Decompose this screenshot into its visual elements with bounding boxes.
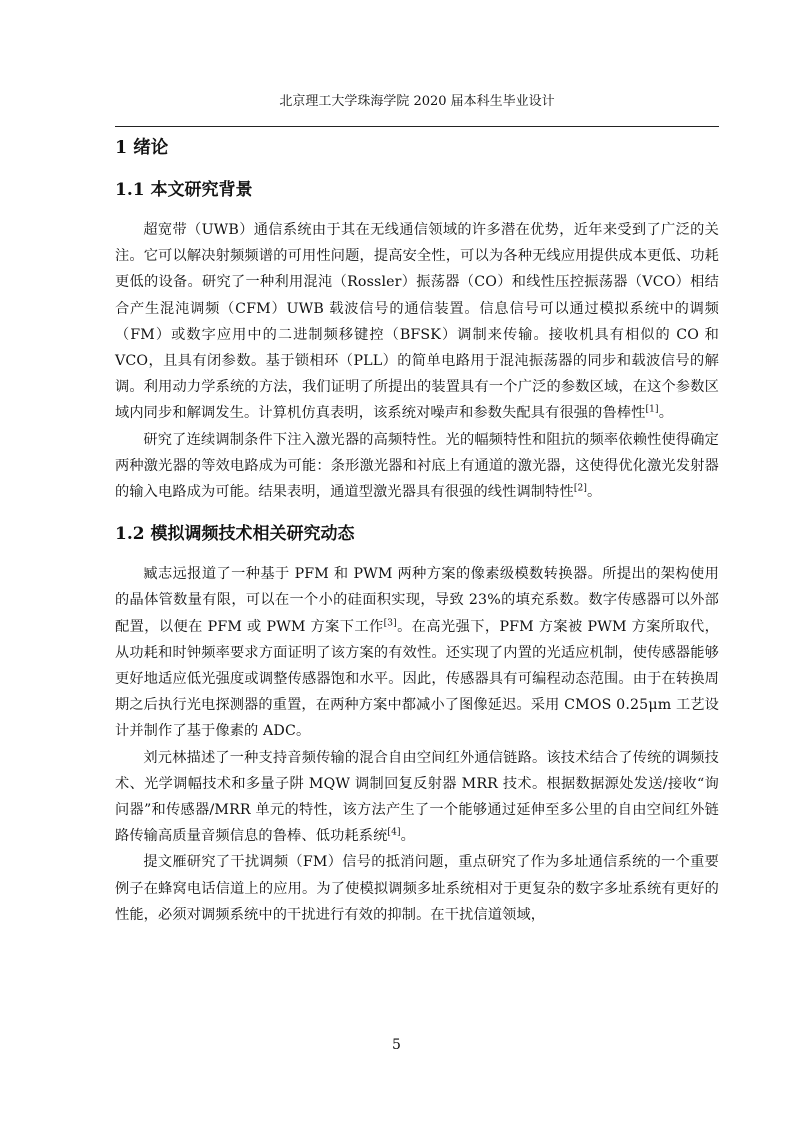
section-title-1-1: 1.1 本文研究背景 <box>115 180 253 200</box>
paragraph: 提文雁研究了干扰调频（FM）信号的抵消问题，重点研究了作为多址通信系统的一个重要例子在蜂窝电话信道上的应用。为了使模拟调频多址系统相对于更复杂的数字多址系统有更好的性能，必须对调频系统中的干扰进行有效的抑制。在干扰信道领域， <box>115 854 719 923</box>
paragraph: 刘元林描述了一种支持音频传输的混合自由空间红外通信链路。该技术结合了传统的调频技术、光学调幅技术和多量子阱 MQW 调制回复反射器 MRR 技术。根据数据源处发送/接收“询问器”和传感器/MRR 单元的特性，该方法产生了一个能够通过延伸至多公里的自由空间红外链路传输高质量音频信息的鲁棒、低功耗系统[4]。 <box>115 749 719 845</box>
paragraph: 臧志远报道了一种基于 PFM 和 PWM 两种方案的像素级模数转换器。所提出的架构使用的晶体管数量有限，可以在一个小的硅面积实现，导致 23%的填充系数。数字传感器可以外部配置，以便在 PFM 或 PWM 方案下工作[3]。在高光强下，PFM 方案被 PWM 方案所取代，从功耗和时钟频率要求方面证明了该方案的有效性。还实现了内置的光适应机制，使传感器能够更好地适应低光强度或调整传感器饱和水平。因此，传感器具有可编程动态范围。由于在转换周期之后执行光电探测器的重置，在两种方案中都减小了图像延迟。采用 CMOS 0.25μm 工艺设计并制作了基于像素的 ADC。 <box>115 566 719 740</box>
section-title-1-2: 1.2 模拟调频技术相关研究动态 <box>115 524 355 545</box>
page-header: 北京理工大学珠海学院 2020 届本科生毕业设计 <box>279 94 555 109</box>
paragraph: 超宽带（UWB）通信系统由于其在无线通信领域的许多潜在优势，近年来受到了广泛的关注。它可以解决射频频谱的可用性问题，提高安全性，可以为各种无线应用提供成本更低、功耗更低的设备。研究了一种利用混沌（Rossler）振荡器（CO）和线性压控振荡器（VCO）相结合产生混沌调频（CFM）UWB 载波信号的通信装置。信息信号可以通过模拟系统中的调频（FM）或数字应用中的二进制频移键控（BFSK）调制来传输。接收机具有相似的 CO 和 VCO，且具有闭参数。基于锁相环（PLL）的简单电路用于混沌振荡器的同步和载波信号的解调。利用动力学系统的方法，我们证明了所提出的装置具有一个广泛的参数区域，在这个参数区域内同步和解调发生。计算机仿真表明，该系统对噪声和参数失配具有很强的鲁棒性[1]。 <box>115 222 719 422</box>
paragraph: 研究了连续调制条件下注入激光器的高频特性。光的幅频特性和阻抗的频率依赖性使得确定两种激光器的等效电路成为可能：条形激光器和衬底上有通道的激光器，这使得优化激光发射器的输入电路成为可能。结果表明，通道型激光器具有很强的线性调制特性[2]。 <box>115 431 719 501</box>
chapter-title: 1 绪论 <box>115 138 169 158</box>
citation-marker[interactable]: [1] <box>645 404 659 415</box>
page-body <box>115 126 719 928</box>
citation-marker[interactable]: [4] <box>387 827 401 838</box>
citation-marker[interactable]: [2] <box>573 483 588 494</box>
page-number: 5 <box>392 1037 401 1053</box>
citation-marker[interactable]: [3] <box>383 617 397 628</box>
